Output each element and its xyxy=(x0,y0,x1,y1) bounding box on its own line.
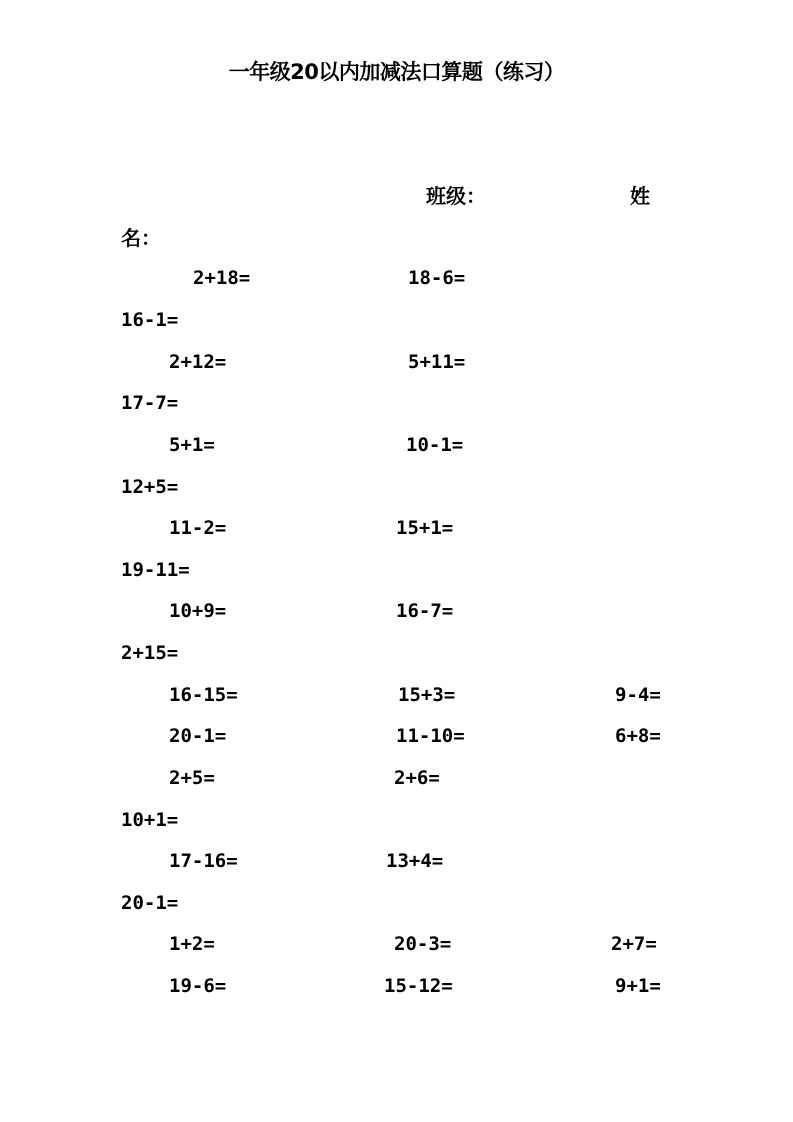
math-problem: 18-6= xyxy=(408,267,466,289)
name-label-part2: 名： xyxy=(121,226,161,250)
math-problem: 6+8= xyxy=(615,725,661,747)
math-problem: 5+11= xyxy=(408,351,466,373)
math-problem: 19-6= xyxy=(169,975,227,997)
name-label-part1: 姓 xyxy=(630,184,650,208)
math-problem: 11-2= xyxy=(169,517,227,539)
math-problem: 16-1= xyxy=(121,309,179,331)
math-problem: 15+1= xyxy=(396,517,454,539)
math-problem: 2+18= xyxy=(193,267,251,289)
math-problem: 10+1= xyxy=(121,809,179,831)
math-problem: 13+4= xyxy=(386,850,444,872)
math-problem: 2+7= xyxy=(611,933,657,955)
math-problem: 10-1= xyxy=(406,434,464,456)
math-problem: 9-4= xyxy=(615,684,661,706)
math-problem: 2+5= xyxy=(169,767,215,789)
math-problem: 16-7= xyxy=(396,600,454,622)
math-problem: 1+2= xyxy=(169,933,215,955)
math-problem: 20-3= xyxy=(394,933,452,955)
math-problem: 10+9= xyxy=(169,600,227,622)
math-problem: 11-10= xyxy=(396,725,465,747)
math-problem: 2+12= xyxy=(169,351,227,373)
math-problem: 17-16= xyxy=(169,850,238,872)
math-problem: 17-7= xyxy=(121,392,179,414)
math-problem: 2+6= xyxy=(394,767,440,789)
math-problem: 15+3= xyxy=(398,684,456,706)
math-problem: 2+15= xyxy=(121,642,179,664)
math-problem: 12+5= xyxy=(121,476,179,498)
math-problem: 19-11= xyxy=(121,559,190,581)
class-label: 班级： xyxy=(426,184,486,208)
math-problem: 16-15= xyxy=(169,684,238,706)
math-problem: 20-1= xyxy=(121,892,179,914)
math-problem: 9+1= xyxy=(615,975,661,997)
math-problem: 20-1= xyxy=(169,725,227,747)
math-problem: 5+1= xyxy=(169,434,215,456)
math-problem: 15-12= xyxy=(384,975,453,997)
worksheet-title: 一年级20以内加减法口算题（练习） xyxy=(228,60,565,84)
